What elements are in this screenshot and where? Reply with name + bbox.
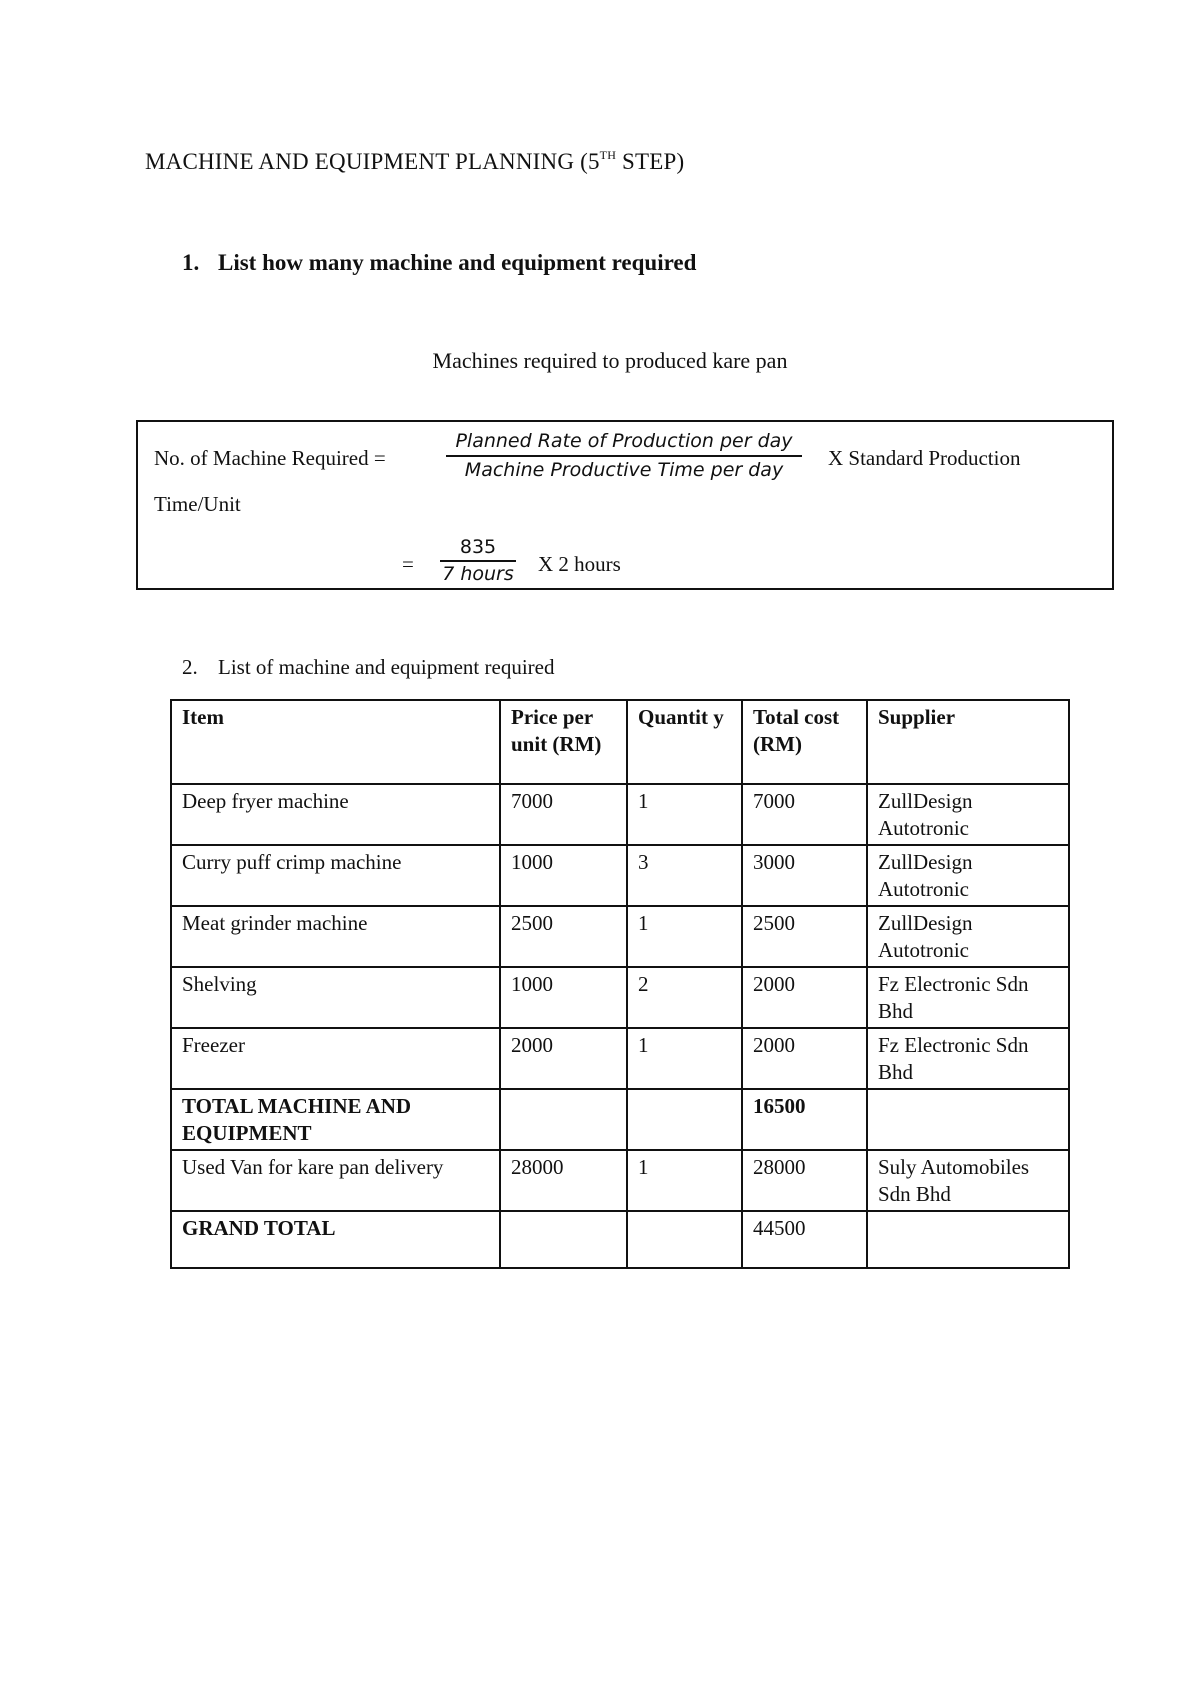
value-fraction bbox=[440, 536, 516, 585]
value-rhs: X 2 hours bbox=[538, 552, 621, 576]
formula-caption: Machines required to produced kare pan bbox=[432, 348, 788, 373]
table-header-row bbox=[171, 700, 1069, 784]
formula-rhs: X Standard Production bbox=[828, 446, 1021, 470]
page-title bbox=[145, 148, 684, 175]
title-text: MACHINE AND EQUIPMENT PLANNING (5 bbox=[145, 149, 600, 174]
cell-price: 7000 bbox=[500, 784, 627, 845]
cell-item: Deep fryer machine bbox=[171, 784, 500, 845]
formula-denominator: Machine Productive Time per day bbox=[464, 459, 784, 481]
cell-price bbox=[500, 1089, 627, 1150]
cell-quantity bbox=[627, 1211, 742, 1268]
cell-supplier: Suly Automobiles Sdn Bhd bbox=[867, 1150, 1069, 1211]
header-supplier: Supplier bbox=[867, 700, 1069, 784]
cell-supplier: Fz Electronic Sdn Bhd bbox=[867, 967, 1069, 1028]
formula-lhs: No. of Machine Required = bbox=[154, 446, 386, 470]
cell-price: 2000 bbox=[500, 1028, 627, 1089]
cell-supplier: Fz Electronic Sdn Bhd bbox=[867, 1028, 1069, 1089]
cell-supplier bbox=[867, 1211, 1069, 1268]
title-tail: STEP) bbox=[616, 149, 685, 174]
formula-fraction bbox=[446, 430, 802, 481]
equipment-table bbox=[170, 699, 1070, 1269]
cell-total: 28000 bbox=[742, 1150, 867, 1211]
formula-continuation: Time/Unit bbox=[154, 492, 241, 516]
cell-item: Shelving bbox=[171, 967, 500, 1028]
cell-price: 2500 bbox=[500, 906, 627, 967]
table-row bbox=[171, 906, 1069, 967]
cell-total: 16500 bbox=[742, 1089, 867, 1150]
header-total: Total cost (RM) bbox=[742, 700, 867, 784]
cell-quantity: 2 bbox=[627, 967, 742, 1028]
cell-price bbox=[500, 1211, 627, 1268]
cell-quantity: 3 bbox=[627, 845, 742, 906]
grand-total-row bbox=[171, 1211, 1069, 1268]
cell-supplier bbox=[867, 1089, 1069, 1150]
section-1-number: 1. bbox=[182, 250, 200, 275]
cell-supplier: ZullDesign Autotronic bbox=[867, 906, 1069, 967]
fraction-bar bbox=[446, 455, 802, 457]
table-row bbox=[171, 845, 1069, 906]
cell-quantity: 1 bbox=[627, 906, 742, 967]
cell-quantity: 1 bbox=[627, 784, 742, 845]
cell-total: 7000 bbox=[742, 784, 867, 845]
section-2-heading-text: List of machine and equipment required bbox=[218, 655, 555, 679]
cell-quantity bbox=[627, 1089, 742, 1150]
cell-quantity: 1 bbox=[627, 1150, 742, 1211]
cell-item: Meat grinder machine bbox=[171, 906, 500, 967]
cell-item: Freezer bbox=[171, 1028, 500, 1089]
header-price: Price per unit (RM) bbox=[500, 700, 627, 784]
cell-item: Used Van for kare pan delivery bbox=[171, 1150, 500, 1211]
cell-price: 1000 bbox=[500, 845, 627, 906]
header-quantity: Quantit y bbox=[627, 700, 742, 784]
cell-total: 2000 bbox=[742, 1028, 867, 1089]
cell-total: 2000 bbox=[742, 967, 867, 1028]
cell-item: Curry puff crimp machine bbox=[171, 845, 500, 906]
table-row bbox=[171, 1028, 1069, 1089]
value-fraction-bar bbox=[440, 560, 516, 562]
formula-box bbox=[136, 420, 1114, 590]
table-row bbox=[171, 967, 1069, 1028]
section-1-heading bbox=[182, 250, 696, 276]
cell-price: 1000 bbox=[500, 967, 627, 1028]
title-superscript: TH bbox=[599, 148, 617, 162]
value-numerator: 835 bbox=[459, 536, 497, 558]
subtotal-row bbox=[171, 1089, 1069, 1150]
cell-total: 3000 bbox=[742, 845, 867, 906]
header-item: Item bbox=[171, 700, 500, 784]
formula-numerator: Planned Rate of Production per day bbox=[455, 430, 793, 452]
table-row bbox=[171, 1150, 1069, 1211]
cell-item: GRAND TOTAL bbox=[171, 1211, 500, 1268]
section-2-number: 2. bbox=[182, 655, 198, 679]
cell-quantity: 1 bbox=[627, 1028, 742, 1089]
section-1-heading-text: List how many machine and equipment required bbox=[218, 250, 697, 275]
cell-total: 44500 bbox=[742, 1211, 867, 1268]
formula-equals: = bbox=[402, 552, 414, 576]
cell-supplier: ZullDesign Autotronic bbox=[867, 784, 1069, 845]
cell-price: 28000 bbox=[500, 1150, 627, 1211]
section-2-heading bbox=[182, 655, 554, 680]
cell-item: TOTAL MACHINE AND EQUIPMENT bbox=[171, 1089, 500, 1150]
value-denominator: 7 hours bbox=[442, 563, 514, 585]
cell-total: 2500 bbox=[742, 906, 867, 967]
cell-supplier: ZullDesign Autotronic bbox=[867, 845, 1069, 906]
table-row bbox=[171, 784, 1069, 845]
